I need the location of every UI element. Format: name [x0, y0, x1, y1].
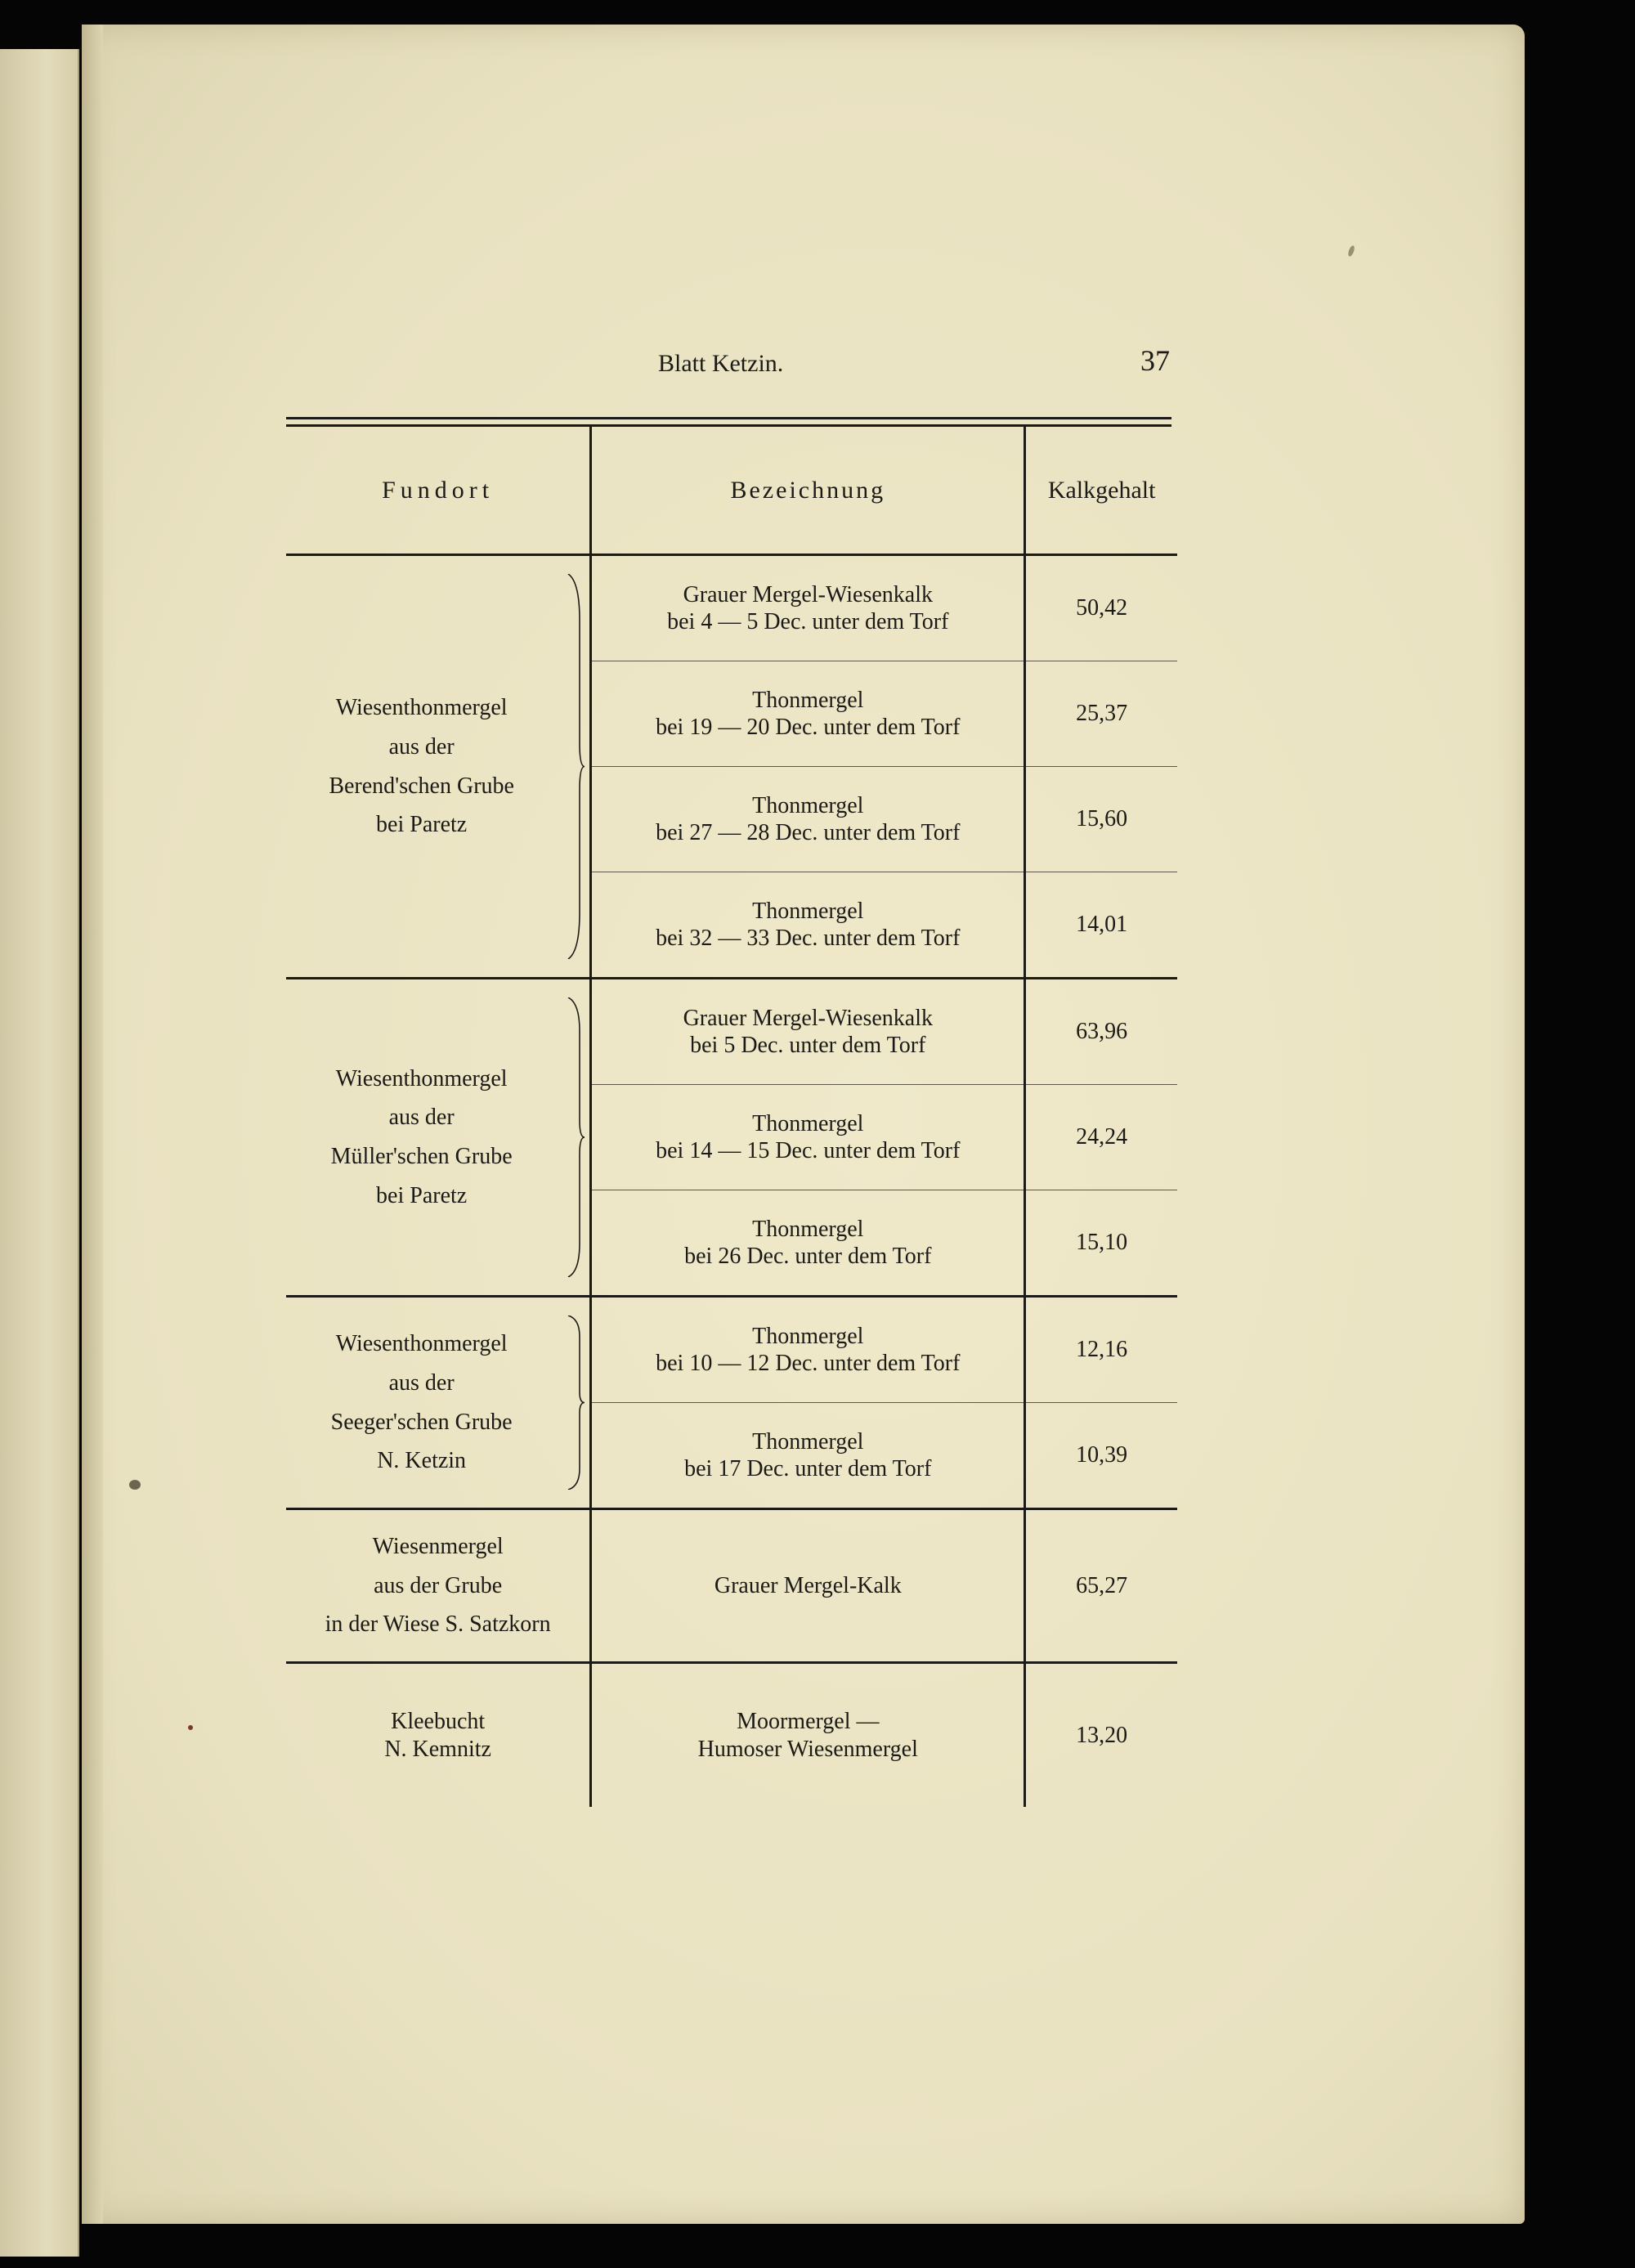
kalkgehalt-cell: 15,10: [1025, 1190, 1177, 1297]
kalkgehalt-cell: 12,16: [1025, 1297, 1177, 1403]
table-top-double-rule: [286, 417, 1171, 427]
bezeichnung-line: Humoser Wiesenmergel: [697, 1736, 918, 1762]
bezeichnung-cell: [591, 555, 1025, 661]
paper-speck: [129, 1480, 141, 1490]
fundort-line: Kleebucht: [391, 1708, 486, 1734]
table-row: [286, 555, 1177, 661]
fundort-line: Müller'schen Grube: [330, 1144, 513, 1169]
bezeichnung-line: bei 26 Dec. unter dem Torf: [684, 1244, 932, 1269]
fundort-line: Wiesenthonmergel: [335, 695, 508, 721]
bezeichnung-cell: [591, 1663, 1025, 1808]
kalkgehalt-cell: 15,60: [1025, 767, 1177, 872]
table-row: [286, 1297, 1177, 1403]
bezeichnung-cell: [591, 979, 1025, 1085]
bezeichnung-line: Moormergel —: [737, 1709, 880, 1735]
bezeichnung-line: bei 5 Dec. unter dem Torf: [690, 1033, 926, 1058]
bezeichnung-cell: [591, 1085, 1025, 1190]
bezeichnung-line: bei 10 — 12 Dec. unter dem Torf: [656, 1351, 961, 1376]
fundort-line: Wiesenthonmergel: [335, 1331, 508, 1357]
running-header: Blatt Ketzin.: [658, 350, 784, 377]
kalkgehalt-cell: 50,42: [1025, 555, 1177, 661]
paper-speck: [188, 1725, 193, 1730]
fundort-line: Seeger'schen Grube: [330, 1409, 513, 1435]
fundort-cell: [286, 1509, 591, 1663]
column-header-bezeichnung: Bezeichnung: [591, 427, 1025, 555]
bezeichnung-line: Thonmergel: [752, 898, 864, 924]
fundort-cell: [286, 979, 591, 1297]
fundort-line: bei Paretz: [376, 1182, 468, 1208]
fundort-line: N. Kemnitz: [384, 1736, 491, 1762]
curly-brace: [565, 997, 585, 1277]
bezeichnung-cell: [591, 872, 1025, 979]
fundort-line: N. Ketzin: [377, 1448, 467, 1474]
fundort-line: Wiesenmergel: [372, 1534, 504, 1560]
bezeichnung-line: bei 27 — 28 Dec. unter dem Torf: [656, 820, 961, 845]
bezeichnung-line: bei 17 Dec. unter dem Torf: [684, 1456, 932, 1481]
bezeichnung-cell: [591, 1509, 1025, 1663]
bezeichnung-line: Grauer Mergel-Wiesenkalk: [683, 581, 934, 607]
bezeichnung-cell: [591, 1297, 1025, 1403]
column-header-kalkgehalt: Kalkgehalt: [1025, 427, 1177, 555]
fundort-cell: [286, 1663, 591, 1808]
fundort-line: in der Wiese S. Satzkorn: [325, 1611, 551, 1638]
bezeichnung-line: Thonmergel: [752, 687, 864, 713]
kalkgehalt-cell: 14,01: [1025, 872, 1177, 979]
fundort-line: aus der: [388, 733, 455, 760]
bezeichnung-cell: [591, 661, 1025, 767]
kalkgehalt-cell: 63,96: [1025, 979, 1177, 1085]
table-row: [286, 1663, 1177, 1808]
kalkgehalt-cell: 25,37: [1025, 661, 1177, 767]
fundort-line: aus der: [388, 1369, 455, 1396]
table-header-row: [286, 427, 1177, 555]
bezeichnung-line: Thonmergel: [752, 1428, 864, 1454]
fundort-cell: [286, 1297, 591, 1509]
bezeichnung-line: Grauer Mergel-Wiesenkalk: [683, 1005, 934, 1031]
bezeichnung-line: bei 4 — 5 Dec. unter dem Torf: [667, 609, 949, 634]
bezeichnung-line: Thonmergel: [752, 1216, 864, 1242]
bezeichnung-line: bei 32 — 33 Dec. unter dem Torf: [656, 926, 961, 951]
bezeichnung-line: bei 19 — 20 Dec. unter dem Torf: [656, 715, 961, 740]
fundort-line: Wiesenthonmergel: [335, 1065, 508, 1091]
bezeichnung-cell: [591, 1190, 1025, 1297]
bezeichnung-line: bei 14 — 15 Dec. unter dem Torf: [656, 1138, 961, 1163]
bezeichnung-cell: [591, 767, 1025, 872]
fundort-line: aus der Grube: [374, 1572, 503, 1598]
curly-brace: [565, 1316, 585, 1490]
fundort-line: Berend'schen Grube: [329, 773, 514, 799]
bezeichnung-line: Thonmergel: [752, 1110, 864, 1136]
bezeichnung-cell: [591, 1403, 1025, 1509]
table-row: [286, 1509, 1177, 1663]
table-row: [286, 979, 1177, 1085]
page-number: 37: [1140, 344, 1170, 377]
bezeichnung-line: Thonmergel: [752, 792, 864, 818]
fundort-cell: [286, 555, 591, 979]
kalkgehalt-cell: 13,20: [1025, 1663, 1177, 1808]
curly-brace: [565, 574, 585, 959]
bezeichnung-line: Grauer Mergel-Kalk: [714, 1572, 902, 1598]
column-header-fundort: Fundort: [286, 427, 591, 555]
fundort-line: bei Paretz: [376, 812, 468, 838]
facing-page-edge: [0, 49, 79, 2257]
page-gutter: [82, 25, 103, 2224]
kalkgehalt-cell: 65,27: [1025, 1509, 1177, 1663]
kalkgehalt-cell: 10,39: [1025, 1403, 1177, 1509]
fundort-line: aus der: [388, 1105, 455, 1131]
lime-content-table: [286, 427, 1177, 1807]
kalkgehalt-cell: 24,24: [1025, 1085, 1177, 1190]
bezeichnung-line: Thonmergel: [752, 1323, 864, 1349]
